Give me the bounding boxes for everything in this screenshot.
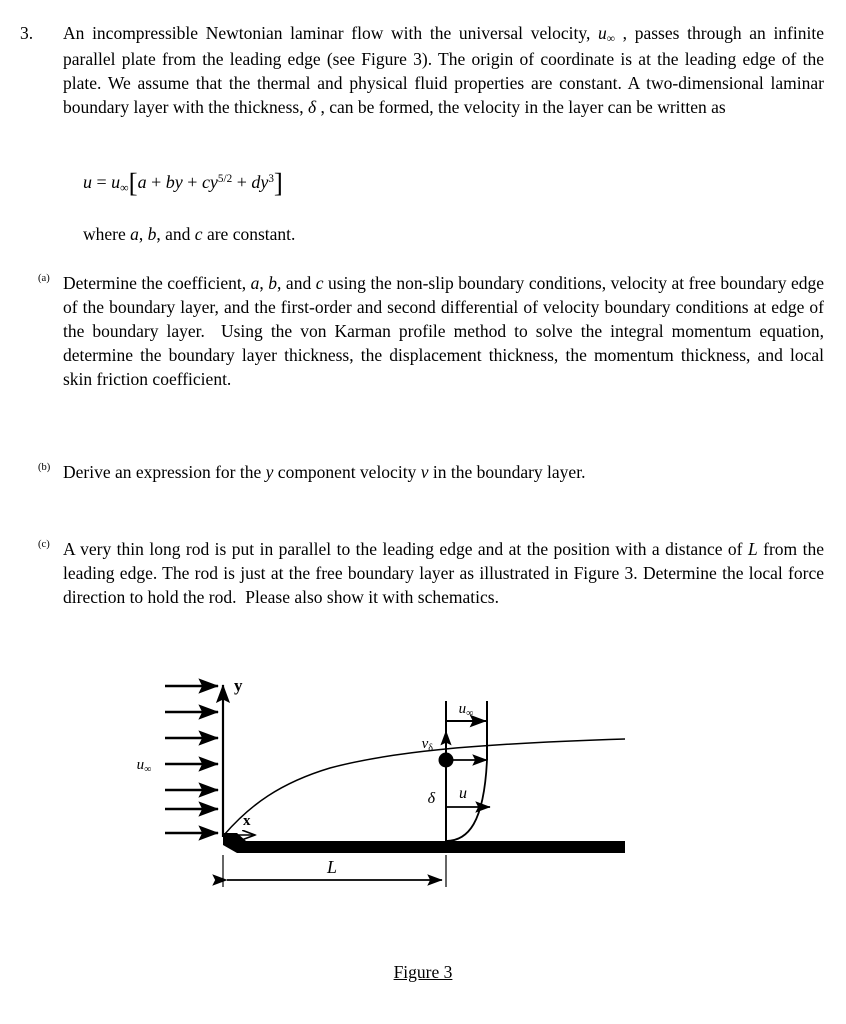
velocity-profile-equation: $u = u_\infty[a$ + by + $cy^{5/2} + dy^3$] [83,168,283,199]
part-c-text: A very thin long rod is put in parallel to the leading edge and at the position with a distance of L from the leading edge. The rod is just at the free boundary layer as illustrated in Figure 3. Determine the local force direction to hold the rod. Please also show it with schematics. [63,539,824,607]
u-velocity-label: u [459,785,467,802]
part-a-text: Determine the coefficient, a, b, and c using the non-slip boundary conditions, velocity at free boundary edge of the boundary layer, and the first-order and second differential of velocity boundary conditions at edge of the boundary layer. Using the von Karman profile method to solve the integral momentum equation, determine the boundary layer thickness, the displacement thickness, the momentum thickness, and local skin friction coefficient. [63,273,824,389]
problem-part-b [0,461,824,485]
equation-where-clause: where a, b, and c are constant. [83,224,296,244]
figure-caption [0,962,846,983]
x-axis-label: x [243,813,251,829]
problem-part-c [0,538,824,610]
figure-3-boundary-layer-diagram [0,655,846,955]
part-c-marker: (c) [38,539,50,550]
boundary-layer-curve [224,739,625,835]
figure-caption-text: Figure 3 [393,962,453,982]
inflow-arrows [165,686,218,833]
problem-statement: An incompressible Newtonian laminar flow with the universal velocity, $u_\infty$ , passes through an infinite parallel plate from the leading edge (see Figure 3). The origin of coordinate is at the leading edge of the plate. We assume that the thermal and physical fluid properties are constant. A two-dimensional laminar boundary layer with the thickness, δ , can be formed, the velocity in the layer can be written as [63,23,824,117]
boundary-layer-edge-point [439,753,454,768]
flat-plate [223,833,625,853]
part-a-marker: (a) [38,273,50,284]
delta-label: δ [427,790,435,807]
L-dimension-label: L [326,857,338,877]
freestream-top-label: $u_\infty$ [458,701,474,719]
problem-number: 3. [20,23,34,43]
y-axis-label: y [234,676,243,695]
part-b-text: Derive an expression for the y component velocity v in the boundary layer. [63,462,586,482]
freestream-velocity-label: $u_\infty$ [136,757,152,775]
v-delta-label: $v_\delta$ [421,736,433,754]
boundary-layer-schematic [0,655,846,955]
problem-3-block [0,22,824,120]
part-b-marker: (b) [38,462,51,473]
problem-part-a [0,272,824,391]
